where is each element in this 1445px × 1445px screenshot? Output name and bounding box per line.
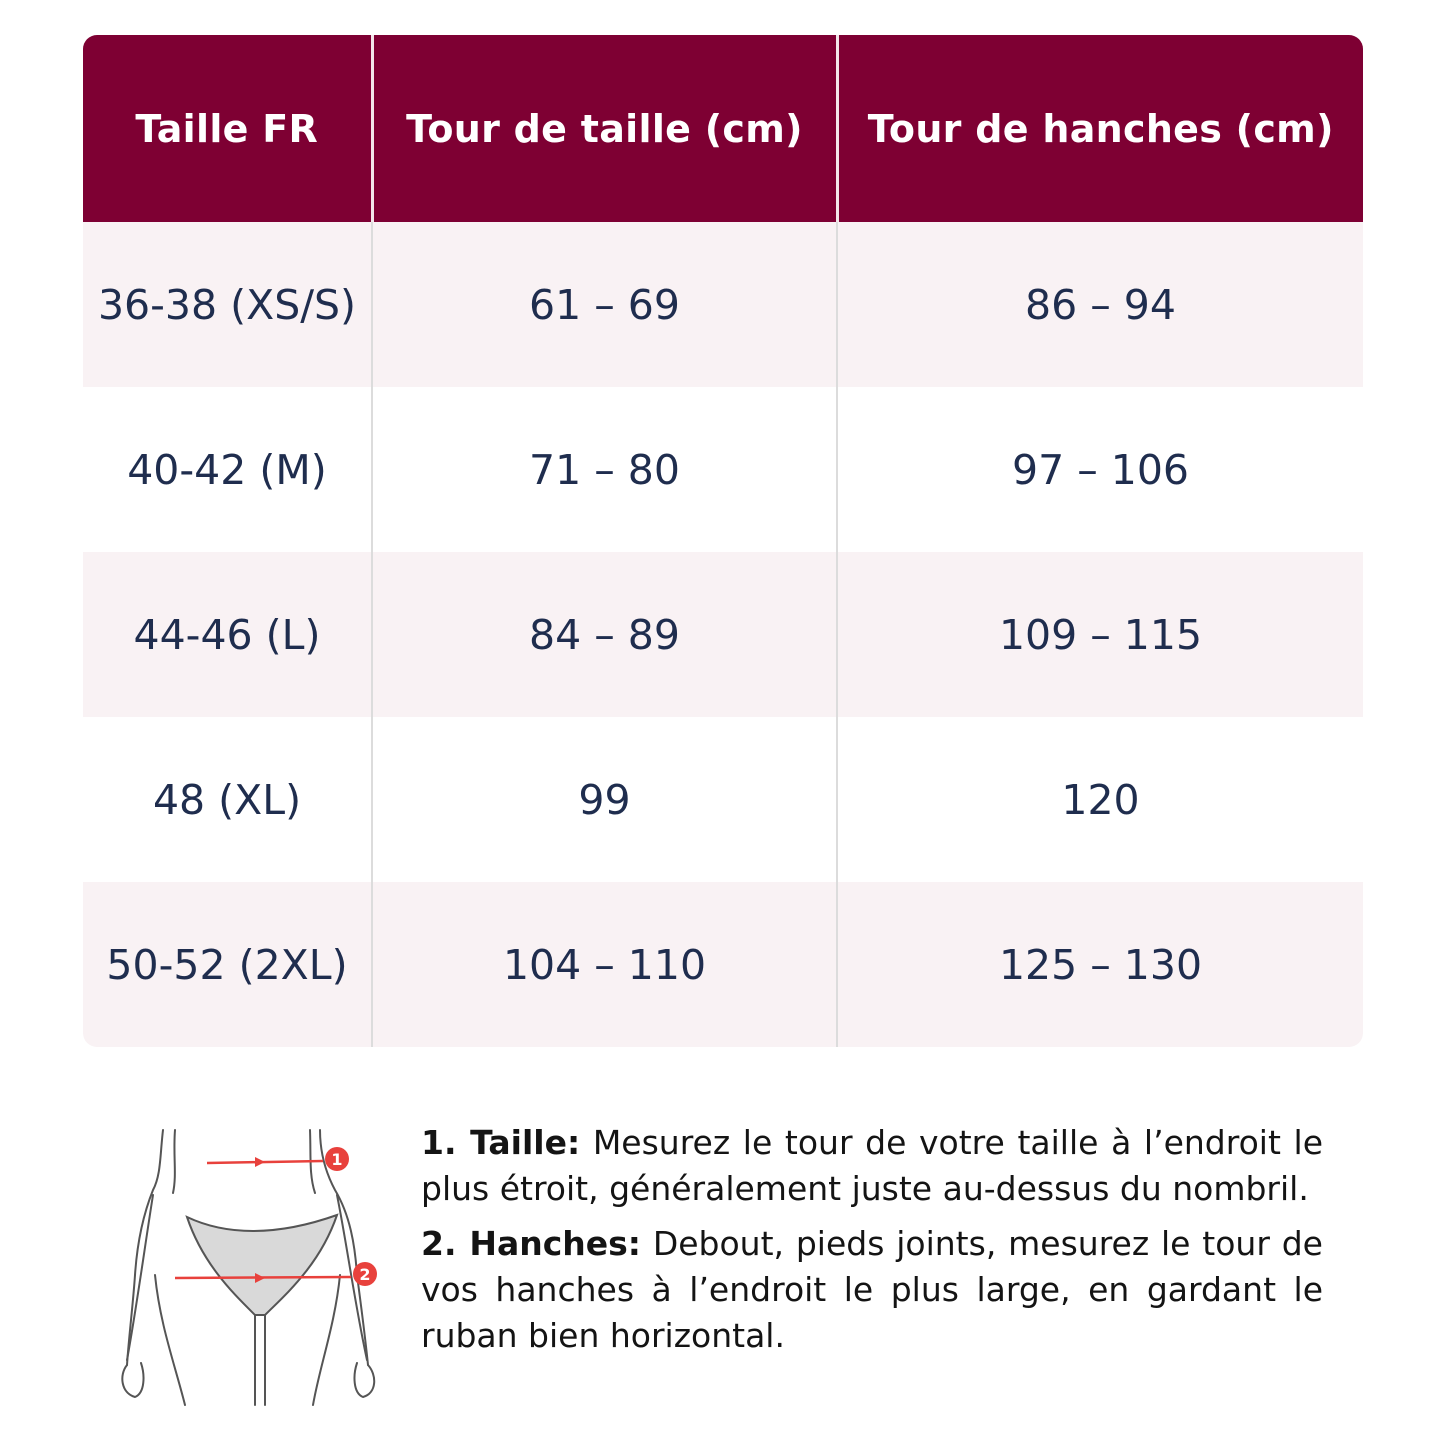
waist-cell: 84 – 89	[372, 552, 837, 717]
header-hips: Tour de hanches (cm)	[837, 35, 1363, 222]
hips-cell: 86 – 94	[837, 222, 1363, 387]
hips-cell: 125 – 130	[837, 882, 1363, 1047]
header-size: Taille FR	[83, 35, 372, 222]
measurement-figure	[115, 1125, 410, 1410]
hips-cell: 97 – 106	[837, 387, 1363, 552]
header-waist: Tour de taille (cm)	[372, 35, 837, 222]
marker-2-label: 2	[359, 1265, 371, 1284]
waist-cell: 104 – 110	[372, 882, 837, 1047]
hips-instruction-title: 2. Hanches:	[421, 1224, 641, 1263]
hips-instruction-text: Debout, pieds joints, mesurez le tour de vos hanches à l’endroit le plus large, en gardant le ruban bien horizontal.	[421, 1224, 1323, 1355]
table-row	[83, 222, 1363, 387]
hips-instruction	[421, 1221, 1323, 1359]
measurement-instructions	[421, 1120, 1323, 1368]
waist-cell: 99	[372, 717, 837, 882]
body-measurement-diagram-icon	[115, 1125, 410, 1410]
marker-1-label: 1	[331, 1150, 343, 1169]
waist-cell: 71 – 80	[372, 387, 837, 552]
size-cell: 48 (XL)	[83, 717, 372, 882]
size-chart-table	[83, 35, 1363, 1047]
table-row	[83, 387, 1363, 552]
waist-instruction-text: Mesurez le tour de votre taille à l’endroit le plus étroit, généralement juste au-dessus du nombril.	[421, 1123, 1323, 1208]
table-row	[83, 717, 1363, 882]
hips-cell: 120	[837, 717, 1363, 882]
waist-instruction	[421, 1120, 1323, 1212]
size-cell: 50-52 (2XL)	[83, 882, 372, 1047]
size-cell: 36-38 (XS/S)	[83, 222, 372, 387]
table-header-row	[83, 35, 1363, 222]
size-cell: 40-42 (M)	[83, 387, 372, 552]
hips-cell: 109 – 115	[837, 552, 1363, 717]
table-row	[83, 552, 1363, 717]
waist-instruction-title: 1. Taille:	[421, 1123, 581, 1162]
waist-cell: 61 – 69	[372, 222, 837, 387]
size-cell: 44-46 (L)	[83, 552, 372, 717]
table-row	[83, 882, 1363, 1047]
